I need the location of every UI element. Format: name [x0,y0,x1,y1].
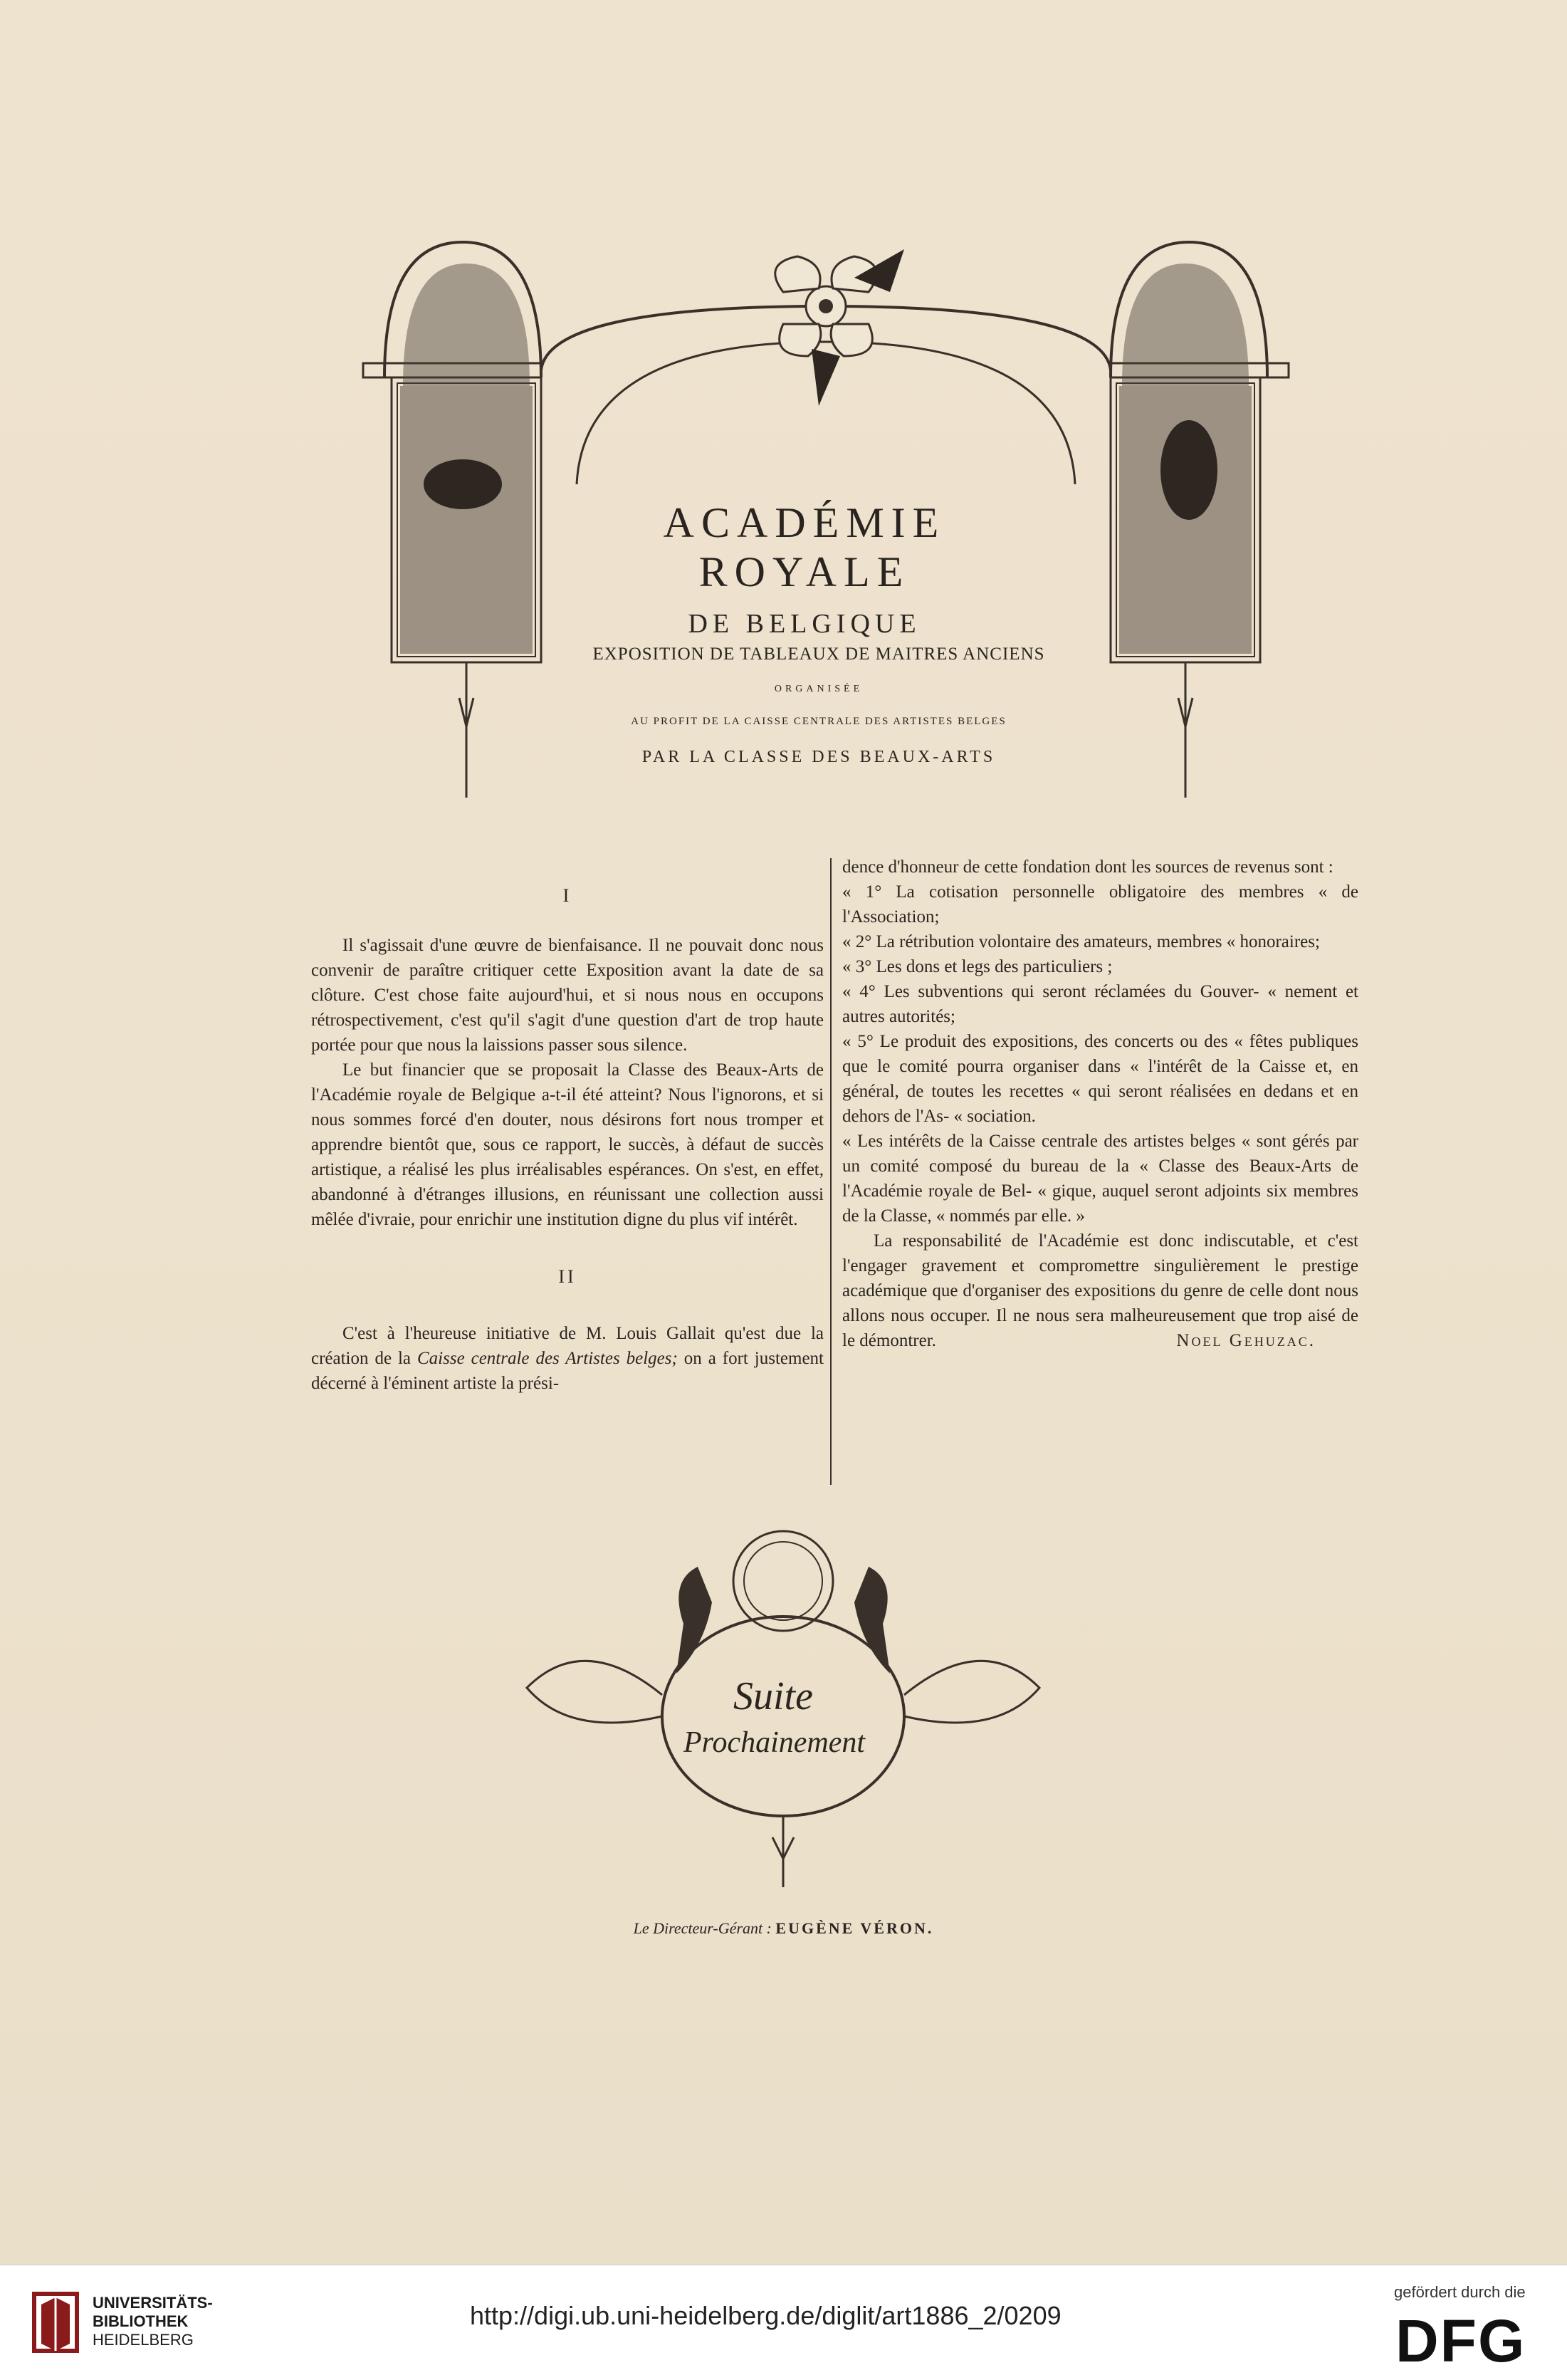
quote-item: « 2° La rétribution volontaire des amateurs, membres « honoraires; [842,932,1320,951]
column-divider [830,858,832,1485]
author-signature: Noel Gehuzac. [1176,1331,1316,1350]
classe-line: PAR LA CLASSE DES BEAUX-ARTS [641,748,996,766]
page-subtitle: DE BELGIQUE [688,609,921,639]
section-number-2: II [558,1266,577,1287]
section-number-1: I [562,885,572,906]
tail-vignette [498,1503,1068,1901]
prochainement-text: Prochainement [683,1726,866,1759]
director-label: Le Directeur-Gérant : [633,1919,772,1937]
dfg-logo: DFG [1395,2307,1526,2374]
suite-text: Suite [733,1674,813,1718]
quote-item: « 3° Les dons et legs des particuliers ; [842,957,1113,976]
quote-item: « 1° La cotisation personnelle obligatoire des membres « de l'Association; [842,882,1358,927]
director-line [0,1919,1567,1938]
funded-by-label: gefördert durch die [1394,2283,1526,2301]
library-line: HEIDELBERG [93,2331,194,2349]
paragraph: Le but financier que se proposait la Classe des Beaux-Arts de l'Académie royale de Belgique a-t-il été atteint? Nous l'ignorons, et si nous sommes forcé d'en douter, nous désirons fort nous tromper et apprendre bientôt que, sous ce rapport, le succès, à défaut de succès artistique, a réalisé les plus irréalisables espérances. On s'est, en effet, abandonné à d'étranges illusions, en réunissant une collection aussi mêlée d'ivraie, pour enrichir une institution digne du plus vif intérêt. [311,1060,824,1229]
title-block [555,499,1054,640]
text-run: on a fort justement décerné à l'éminent artiste la prési- [311,1349,824,1393]
organisee-line: ORGANISÉE [774,684,864,694]
left-column [311,855,824,1396]
profit-line: AU PROFIT DE LA CAISSE CENTRALE DES ARTISTES BELGES [631,716,1007,727]
paragraph [311,1321,824,1396]
director-name: EUGÈNE VÉRON. [775,1919,934,1937]
exposition-line: EXPOSITION DE TABLEAUX DE MAITRES ANCIENS [592,644,1045,664]
quote-item: « 4° Les subventions qui seront réclamées du Gouver- « nement et autres autorités; [842,982,1358,1026]
fund-name: Caisse centrale des Artistes belges; [416,1349,678,1368]
text-run: C'est à l'heureuse initiative de M. Louis Gallait qu'est due la création de la [311,1324,824,1368]
library-line: BIBLIOTHEK [93,2312,189,2330]
quote-item: « 5° Le produit des expositions, des concerts ou des « fêtes publiques que le comité pourra organiser dans « l'intérêt de la Caisse et, en général, de toutes les recettes « qui seront réalisées en dedans et en dehors de l'As- « sociation. [842,1032,1358,1126]
library-name [93,2294,213,2349]
source-url-link[interactable]: http://digi.ub.uni-heidelberg.de/diglit/art1886_2/0209 [470,2301,1062,2330]
paragraph: dence d'honneur de cette fondation dont les sources de revenus sont : [842,857,1333,877]
page-title: ACADÉMIE ROYALE [663,499,946,595]
paragraph: Il s'agissait d'une œuvre de bienfaisance. Il ne pouvait donc nous convenir de paraître critiquer cette Exposition avant la date de sa clôture. C'est chose faite aujourd'hui, et si nous nous en occupons rétrospectivement, c'est qu'il s'agit d'une question d'art de trop haute portée pour que nous la laissions passer sous silence. [311,936,824,1055]
paragraph: La responsabilité de l'Académie est donc indiscutable, et c'est l'engager gravement et compromettre singulièrement le prestige académique que d'organiser des expositions du genre de celle dont nous allons nous occuper. Il ne nous sera malheureusement que trop aisé de le démontrer. [842,1231,1358,1350]
library-line: UNIVERSITÄTS- [93,2294,213,2312]
right-column [842,855,1358,1353]
quote-item: « Les intérêts de la Caisse centrale des artistes belges « sont gérés par un comité composé du bureau de la « Classe des Beaux-Arts de l'Académie royale de Bel- « gique, auquel seront adjoints six membres de la Classe, « nommés par elle. » [842,1132,1358,1226]
footer-bar [0,2265,1567,2380]
library-logo-icon [27,2287,84,2358]
